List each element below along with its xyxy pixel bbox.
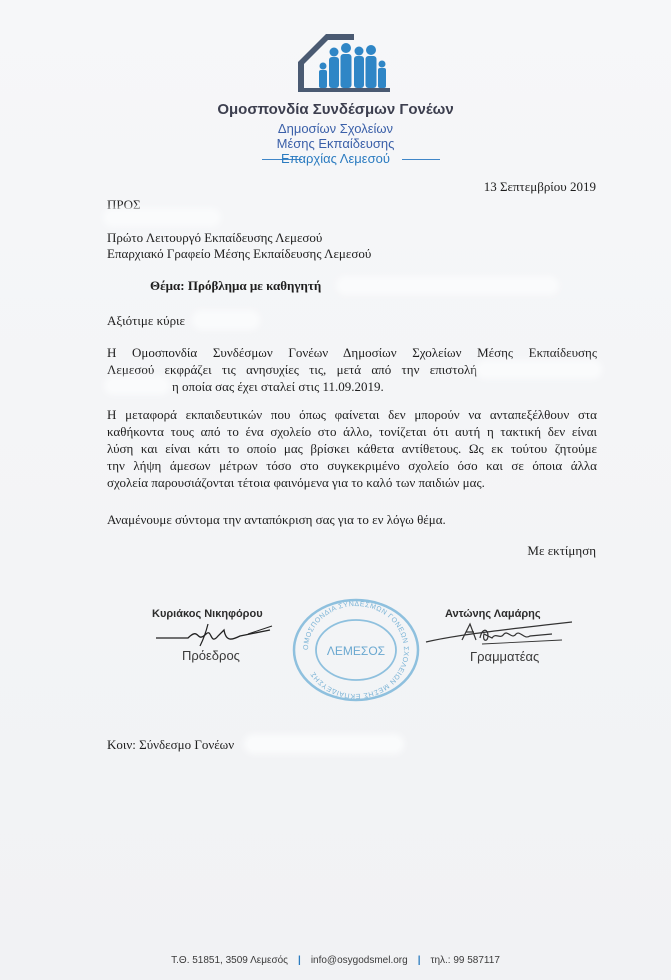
paragraph-2-line-1: Η μεταφορά εκπαιδευτικών που όπως φαίνεται δεν μπορούν να ανταπεξέλθουν στα [107, 407, 597, 422]
cc-line: Κοιν: Σύνδεσμο Γονέων [107, 737, 235, 752]
redacted-recipient-name [107, 212, 217, 223]
footer-email[interactable]: info@osygodsmel.org [310, 955, 408, 966]
footer-separator: | [298, 955, 301, 966]
footer-address: Τ.Θ. 51851, 3509 Λεμεσός [171, 955, 288, 966]
recipient-line-1: Πρώτο Λειτουργό Εκπαίδευσης Λεμεσού [107, 230, 323, 245]
secretary-signature [422, 618, 577, 652]
redacted-salutation-name [196, 314, 256, 326]
footer-phone: τηλ.: 99 587117 [430, 955, 500, 966]
paragraph-2 [107, 406, 597, 491]
paragraph-2-line-2: καθήκοντα τους από το ένα σχολείο στο άλλο, τονίζεται ότι αυτή η τακτική δεν είναι [107, 424, 597, 439]
redacted-subject-name [340, 280, 555, 291]
president-role: Πρόεδρος [182, 648, 240, 663]
secretary-name: Αντώνης Λαμάρης [445, 608, 541, 620]
redacted-letter-reference [480, 364, 598, 375]
paragraph-1-line-3: η οποία σας έχει σταλεί στις 11.09.2019. [172, 379, 384, 394]
recipient-line-2: Επαρχιακό Γραφείο Μέσης Εκπαίδευσης Λεμεσού [107, 246, 372, 261]
to-label: ΠΡΟΣ [107, 197, 141, 212]
organization-subtitle-1: Δημοσίων Σχολείων [277, 121, 394, 136]
footer [0, 955, 671, 966]
stamp-ring-text: ΟΜΟΣΠΟΝΔΙΑ ΣΥΝΔΕΣΜΩΝ ΓΟΝΕΩΝ ΣΧΟΛΕΙΩΝ ΜΕΣΗΣ ΕΚΠΑΙΔΕΥΣΗΣ [302, 600, 410, 700]
paragraph-2-line-5: σχολεία παρουσιάζονται τέτοια φαινόμενα για το καλό των παιδιών μας. [107, 475, 485, 490]
organization-subtitle-2: Μέσης Εκπαίδευσης [276, 136, 395, 151]
closing: Με εκτίμηση [527, 543, 596, 558]
paragraph-2-line-3: λύση και είναι κάτι το οποίο μας βρίσκει κάθετα αντίθετους. Ως εκ τούτου ζητούμε [107, 441, 597, 456]
organization-name: Ομοσπονδία Συνδέσμων Γονέων [217, 101, 454, 118]
subject-line: Θέμα: Πρόβλημα με καθηγητή [150, 278, 322, 293]
secretary-role: Γραμματέας [470, 649, 540, 664]
letter-date: 13 Σεπτεμβρίου 2019 [483, 179, 596, 194]
organization-logo [296, 28, 396, 94]
redacted-letter-reference-2 [108, 380, 166, 391]
paragraph-1-line-1: Η Ομοσπονδία Συνδέσμων Γονέων Δημοσίων Σχολείων Μέσης Εκπαίδευσης [107, 345, 597, 360]
salutation: Αξιότιμε κύριε [107, 313, 186, 328]
stamp-center-text: ΛΕΜΕΣΟΣ [326, 644, 386, 658]
paragraph-2-line-4: την λήψη άμεσων μέτρων τόσο στο συγκεκριμένο σχολείο όσο και σε όποια άλλα [107, 458, 597, 473]
footer-separator: | [417, 955, 421, 966]
paragraph-3: Αναμένουμε σύντομα την ανταπόκριση σας για το εν λόγω θέμα. [107, 512, 446, 527]
paragraph-1-line-2: Λεμεσού εκφράζει τις ανησυχίες τις, μετά από την επιστολή [107, 362, 477, 377]
president-name: Κυριάκος Νικηφόρου [152, 608, 263, 620]
president-signature [148, 616, 278, 650]
organization-region: Επαρχίας Λεμεσού [281, 151, 390, 166]
official-stamp [290, 596, 422, 704]
redacted-cc-name [248, 738, 400, 750]
